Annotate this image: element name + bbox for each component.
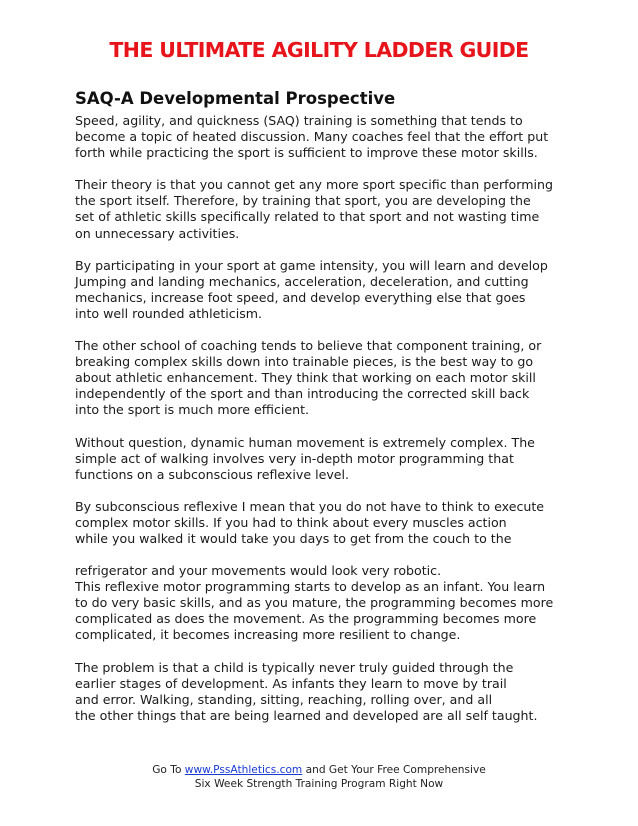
text-line: the other things that are being learned and developed are all self taught. bbox=[75, 707, 538, 723]
section-heading: SAQ-A Developmental Prospective bbox=[75, 89, 396, 108]
text-line: Speed, agility, and quickness (SAQ) training is something that tends to bbox=[75, 113, 523, 128]
text-line: while you walked it would take you days to get from the couch to the bbox=[75, 530, 512, 546]
paragraph-3 bbox=[75, 258, 575, 322]
footer-line-2: Six Week Strength Training Program Right Now bbox=[194, 777, 444, 790]
paragraph-2 bbox=[75, 177, 575, 241]
text-line: mechanics, increase foot speed, and develop everything else that goes bbox=[75, 289, 526, 305]
footer-prefix: Go To bbox=[152, 764, 185, 776]
page-footer bbox=[0, 764, 638, 791]
document-title: THE ULTIMATE AGILITY LADDER GUIDE bbox=[109, 38, 529, 62]
text-line: into the sport is much more efficient. bbox=[75, 402, 310, 418]
text-line: earlier stages of development. As infants they learn to move by trail bbox=[75, 675, 507, 691]
text-line: and error. Walking, standing, sitting, reaching, rolling over, and all bbox=[75, 691, 493, 707]
footer-line-1 bbox=[0, 764, 638, 778]
text-line: Without question, dynamic human movement is extremely complex. The bbox=[75, 434, 535, 450]
paragraph-4 bbox=[75, 338, 575, 418]
website-link[interactable]: www.PssAthletics.com bbox=[184, 764, 303, 776]
text-line: Jumping and landing mechanics, acceleration, deceleration, and cutting bbox=[75, 273, 529, 289]
text-line: functions on a subconscious reflexive level. bbox=[75, 466, 350, 482]
text-line: complex motor skills. If you had to think about every muscles action bbox=[75, 514, 507, 530]
text-line: By participating in your sport at game intensity, you will learn and develop bbox=[75, 257, 548, 273]
text-line: about athletic enhancement. They think that working on each motor skill bbox=[75, 370, 536, 386]
footer-suffix: and Get Your Free Comprehensive bbox=[302, 764, 486, 776]
paragraph-5 bbox=[75, 435, 575, 483]
text-line: forth while practicing the sport is sufficient to improve these motor skills. bbox=[75, 145, 538, 161]
text-line: complicated, it becomes increasing more resilient to change. bbox=[75, 627, 461, 643]
text-line: The other school of coaching tends to believe that component training, or bbox=[75, 338, 542, 354]
text-line: the sport itself. Therefore, by training that sport, you are developing the bbox=[75, 193, 531, 209]
text-line: This reflexive motor programming starts to develop as an infant. You learn bbox=[75, 579, 546, 595]
text-line: breaking complex skills down into trainable pieces, is the best way to go bbox=[75, 354, 534, 370]
body-text bbox=[75, 113, 575, 724]
paragraph-7 bbox=[75, 563, 575, 643]
text-line: independently of the sport and than introducing the corrected skill back bbox=[75, 386, 530, 402]
text-line: Their theory is that you cannot get any more sport specific than performing bbox=[75, 177, 553, 193]
text-line: complicated as does the movement. As the programming becomes more bbox=[75, 611, 537, 627]
text-line: become a topic of heated discussion. Many coaches feel that the effort put bbox=[75, 129, 549, 145]
paragraph-8 bbox=[75, 660, 575, 724]
text-line: refrigerator and your movements would look very robotic. bbox=[75, 563, 442, 579]
paragraph-1 bbox=[75, 113, 575, 161]
text-line: By subconscious reflexive I mean that you do not have to think to execute bbox=[75, 498, 545, 514]
text-line: on unnecessary activities. bbox=[75, 225, 240, 241]
text-line: The problem is that a child is typically never truly guided through the bbox=[75, 659, 514, 675]
paragraph-6 bbox=[75, 499, 575, 547]
text-line: to do very basic skills, and as you mature, the programming becomes more bbox=[75, 595, 554, 611]
text-line: set of athletic skills specifically related to that sport and not wasting time bbox=[75, 209, 540, 225]
text-line: simple act of walking involves very in-depth motor programming that bbox=[75, 450, 514, 466]
text-line: into well rounded athleticism. bbox=[75, 305, 263, 321]
